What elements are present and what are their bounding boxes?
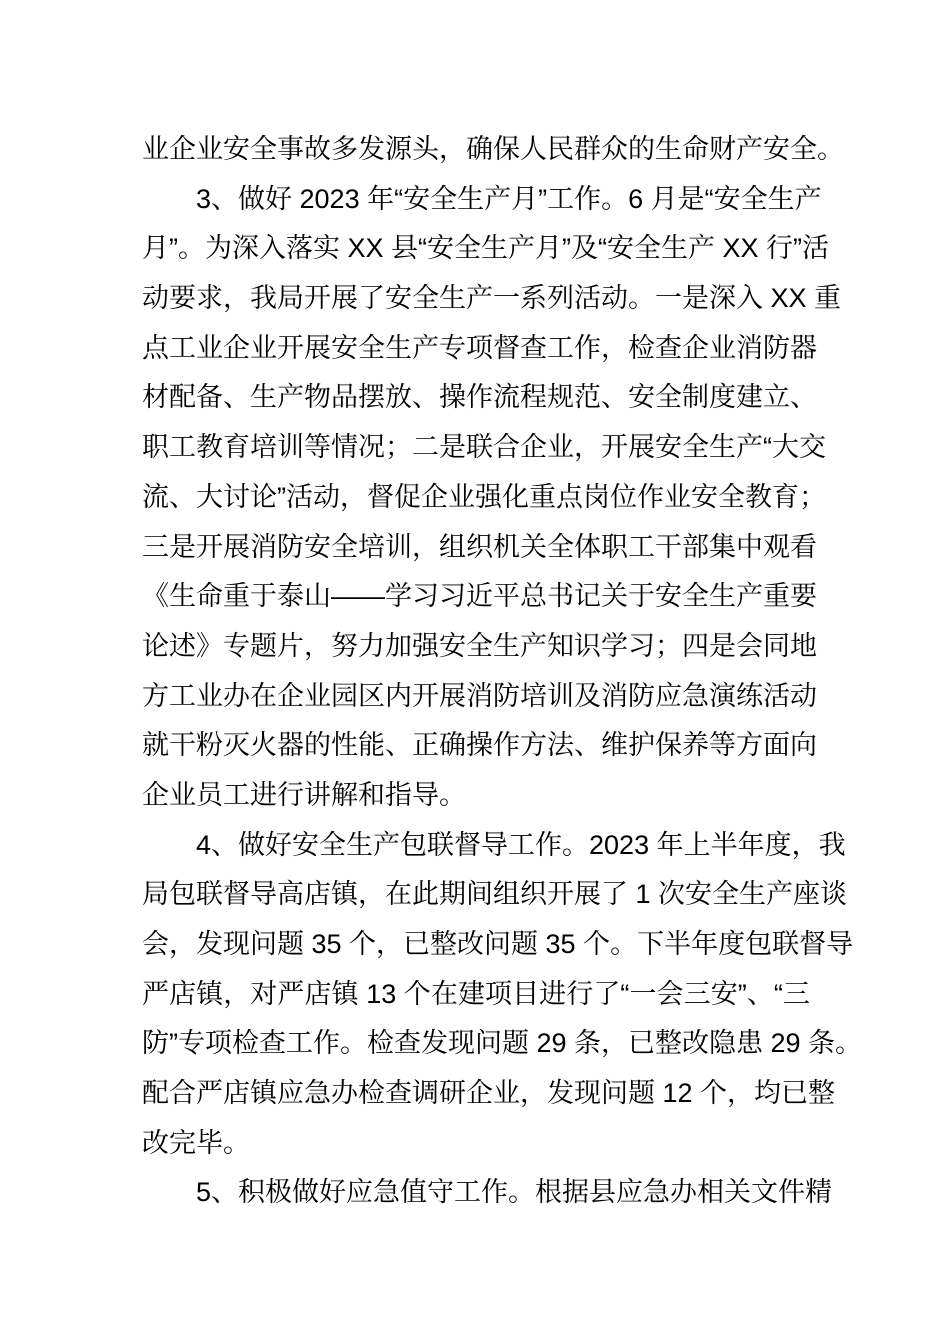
text-line: 局包联督导高店镇，在此期间组织开展了 1 次安全生产座谈 [142, 879, 848, 910]
text-line: 动要求，我局开展了安全生产一系列活动。一是深入 XX 重 [142, 283, 842, 314]
text-line: 《生命重于泰山——学习习近平总书记关于安全生产重要 [142, 581, 817, 612]
text-line: 严店镇，对严店镇 13 个在建项目进行了“一会三安”、“三 [142, 978, 810, 1009]
text-line: 企业员工进行讲解和指导。 [142, 779, 466, 810]
text-line: 点工业企业开展安全生产专项督查工作，检查企业消防器 [142, 332, 817, 363]
text-line: 材配备、生产物品摆放、操作流程规范、安全制度建立、 [142, 382, 817, 413]
text-line: 论述》专题片，努力加强安全生产知识学习；四是会同地 [142, 630, 817, 661]
text-line: 会，发现问题 35 个，已整改问题 35 个。下半年度包联督导 [142, 929, 854, 959]
document-text-block [142, 125, 863, 1218]
text-line: 改完毕。 [142, 1127, 250, 1158]
text-line: 月”。为深入落实 XX 县“安全生产月”及“安全生产 XX 行”活 [142, 233, 829, 264]
text-line: 5、积极做好应急值守工作。根据县应急办相关文件精 [196, 1177, 833, 1208]
text-line: 方工业办在企业园区内开展消防培训及消防应急演练活动 [142, 680, 817, 711]
text-line: 业企业安全事故多发源头，确保人民群众的生命财产安全。 [142, 134, 844, 164]
text-line: 流、大讨论”活动，督促企业强化重点岗位作业安全教育； [142, 481, 826, 512]
text-line: 4、做好安全生产包联督导工作。2023 年上半年度，我 [196, 829, 846, 860]
text-line: 三是开展消防安全培训，组织机关全体职工干部集中观看 [142, 531, 817, 562]
text-line: 就干粉灭火器的性能、正确操作方法、维护保养等方面向 [142, 730, 817, 761]
text-line: 职工教育培训等情况；二是联合企业，开展安全生产“大交 [142, 432, 826, 463]
text-line: 3、做好 2023 年“安全生产月”工作。6 月是“安全生产 [196, 183, 822, 214]
text-line: 防”专项检查工作。检查发现问题 29 条，已整改隐患 29 条。 [142, 1028, 863, 1059]
text-line: 配合严店镇应急办检查调研企业，发现问题 12 个，均已整 [142, 1078, 836, 1109]
